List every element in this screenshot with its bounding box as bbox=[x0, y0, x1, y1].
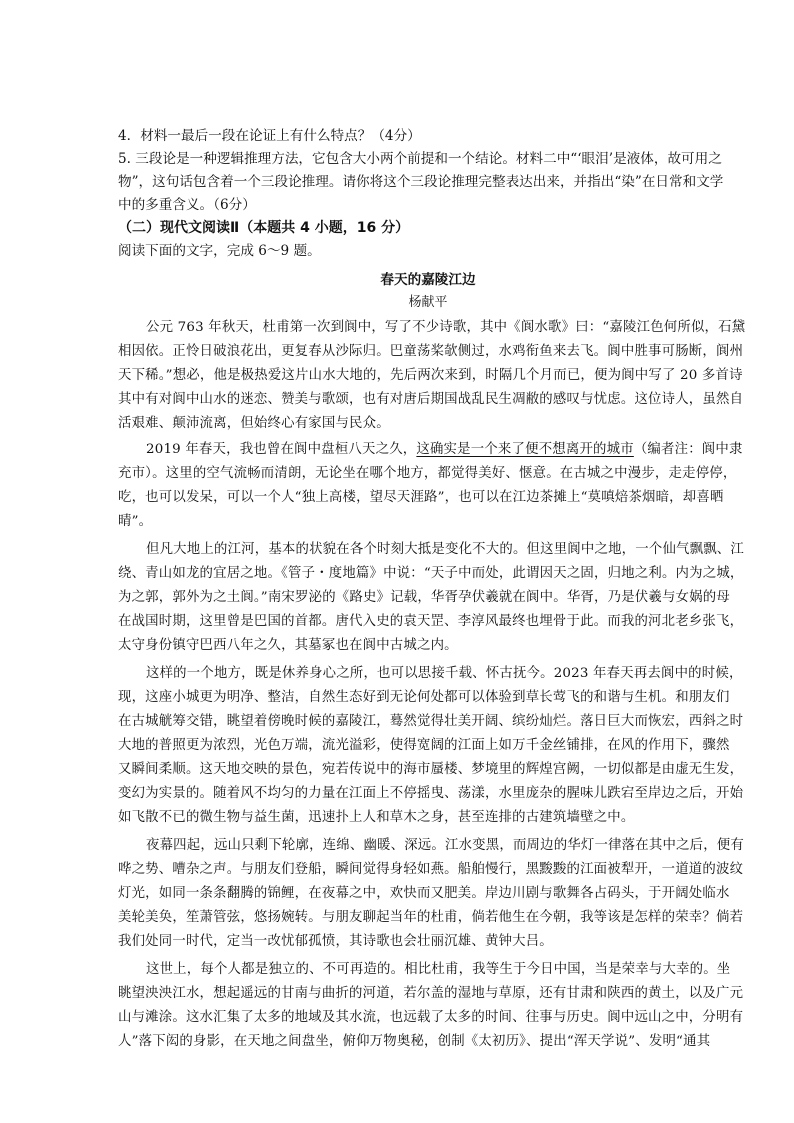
paragraph-2-line: 充市）。这里的空气流畅而清朗，无论坐在哪个地方，都觉得美好、惬意。在古城之中漫步，走走停停， bbox=[118, 466, 737, 481]
paragraph-6-line: 山与滩涂。这水汇集了太多的地域及其水流，也远载了太多的时间、往事与历史。阆中远山之中，分明有 bbox=[118, 1010, 744, 1025]
paragraph-5-line: 哗之势、嘈杂之声。与朋友们登船，瞬间觉得身轻如燕。船舶慢行，黑黢黢的江面被犁开，一道道的波纹 bbox=[118, 862, 744, 877]
paragraph-3-line: 太守身份镇守巴西八年之久，其墓冢也在阆中古城之内。 bbox=[118, 638, 458, 653]
paragraph-4-line: 这样的一个地方，既是休养身心之所，也可以思接千载、怀古抚今。2023 年春天再去阆中的时候， bbox=[146, 666, 743, 681]
question-5-line-1: 5. 三段论是一种逻辑推理方法，它包含大小两个前提和一个结论。材料二中“‘眼泪’是液体，故可用之 bbox=[118, 151, 722, 167]
paragraph-5-line: 夜幕四起，远山只剩下轮廓，连绵、幽暖、深远。江水变黑，而周边的华灯一律落在其中之后，便有 bbox=[146, 838, 744, 853]
paragraph-1-line: 公元 763 年秋天，杜甫第一次到阆中，写了不少诗歌，其中《阆水歌》曰：“嘉陵江色何所似，石黛 bbox=[146, 320, 746, 335]
paragraph-1-line: 天下稀。”想必，他是极热爱这片山水大地的，先后两次来到，时隔几个月而已，便为阆中写了 20 多首诗 bbox=[118, 368, 743, 383]
article-title: 春天的嘉陵江边 bbox=[380, 272, 476, 288]
paragraph-6-line: 人”落下闳的身影，在天地之间盘坐，俯仰万物奥秘，创制《太初历》、提出“浑天学说”、发明“通其 bbox=[118, 1034, 711, 1049]
section-instruction: 阅读下面的文字，完成 6～9 题。 bbox=[118, 243, 321, 259]
paragraph-5-line: 我们处同一时代，定当一改忧郁孤愤，其诗歌也会壮丽沉雄、黄钟大吕。 bbox=[118, 934, 553, 949]
paragraph-1-line: 相因依。正怜日破浪花出，更复春从沙际归。巴童荡桨欹侧过，水鸡衔鱼来去飞。阆中胜事可肠断，阆州 bbox=[118, 344, 744, 359]
article-author: 杨献平 bbox=[408, 295, 448, 310]
question-5-line-2: 物”，这句话包含着一个三段论推理。请你将这个三段论推理完整表达出来，并指出“染”在日常和文学 bbox=[118, 174, 724, 190]
paragraph-1-line: 其中有对阆中山水的迷恋、赞美与歌颂，也有对唐后期国战乱民生凋敝的感叹与忧虑。这位诗人，虽然自 bbox=[118, 392, 744, 407]
paragraph-4-line: 在古城觥筹交错，眺望着傍晚时候的嘉陵江，蓦然觉得壮美开阔、缤纷灿烂。落日巨大而恢宏，西斜之时 bbox=[118, 714, 744, 729]
question-4: 4．材料一最后一段在论证上有什么特点？（4分） bbox=[118, 128, 421, 144]
paragraph-2-text: （编者注：阆中隶 bbox=[633, 442, 743, 457]
paragraph-4-line: 变幻为实景的。随着风不均匀的力量在江面上不停摇曳、荡漾，水里庞杂的腥味儿跌宕至岸边之后，开始 bbox=[118, 786, 744, 801]
paragraph-2-line: 晴”。 bbox=[118, 514, 153, 529]
paragraph-2-line bbox=[146, 440, 794, 460]
paragraph-4-line: 如飞散不已的微生物与益生菌，迅速扑上人和草木之身，甚至连排的古建筑墙壁之中。 bbox=[118, 810, 635, 825]
underlined-sentence: 这确实是一个来了便不想离开的城市 bbox=[416, 442, 634, 457]
paragraph-4-line: 大地的普照更为浓烈，光色万端，流光溢彩，使得宽阔的江面上如万千金丝铺排，在风的作用下，骤然 bbox=[118, 738, 730, 753]
section-heading: （二）现代文阅读Ⅱ（本题共 4 小题，16 分） bbox=[118, 220, 410, 236]
paragraph-3-line: 为之郭，郭外为之土阆。”南宋罗泌的《路史》记载，华胥孕伏羲就在阆中。华胥，乃是伏羲与女娲的母 bbox=[118, 590, 730, 605]
paragraph-3-line: 在战国时期，这里曾是巴国的首都。唐代入史的袁天罡、李淳风最终也埋骨于此。而我的河北老乡张飞， bbox=[118, 614, 744, 629]
question-5-line-3: 中的多重含义。（6分） bbox=[118, 197, 256, 213]
paragraph-2-text: 2019 年春天，我也曾在阆中盘桓八天之久， bbox=[146, 442, 417, 457]
paragraph-4-line: 又瞬间柔顺。这天地交映的景色，宛若传说中的海市蜃楼、梦境里的辉煌宫阙，一切似都是由虚无生发， bbox=[118, 762, 744, 777]
paragraph-3-line: 绕、青山如龙的宜居之地。《管子・度地篇》中说：“天子中而处，此谓因天之固，归地之利。内为之城， bbox=[118, 566, 744, 581]
paragraph-3-line: 但凡大地上的江河，基本的状貌在各个时刻大抵是变化不大的。但这里阆中之地，一个仙气飘飘、江 bbox=[146, 542, 744, 557]
paragraph-2-line: 吃，也可以发呆，可以一个人“独上高楼，望尽天涯路”，也可以在江边茶摊上“莫嗔焙茶烟暗，却喜晒 bbox=[118, 490, 724, 505]
paragraph-5-line: 灯光，如同一条条翻腾的锦鲤，在夜幕之中，欢快而又肥美。岸边川剧与歌舞各占码头，于开阔处临水 bbox=[118, 886, 730, 901]
paragraph-6-line: 眺望泱泱江水，想起遥远的甘南与曲折的河道，若尔盖的湿地与草原，还有甘肃和陕西的黄土，以及广元 bbox=[118, 986, 744, 1001]
paragraph-1-line: 活艰难、颠沛流离，但始终心有家国与民众。 bbox=[118, 416, 390, 431]
paragraph-5-line: 美轮美奂，笙萧管弦，悠扬婉转。与朋友聊起当年的杜甫，倘若他生在今朝，我等该是怎样的荣幸？倘若 bbox=[118, 910, 744, 925]
paragraph-6-line: 这世上，每个人都是独立的、不可再造的。相比杜甫，我等生于今日中国，当是荣幸与大幸的。坐 bbox=[146, 962, 731, 977]
paragraph-4-line: 现，这座小城更为明净、整洁，自然生态好到无论何处都可以体验到草长莺飞的和谐与生机。和朋友们 bbox=[118, 690, 730, 705]
